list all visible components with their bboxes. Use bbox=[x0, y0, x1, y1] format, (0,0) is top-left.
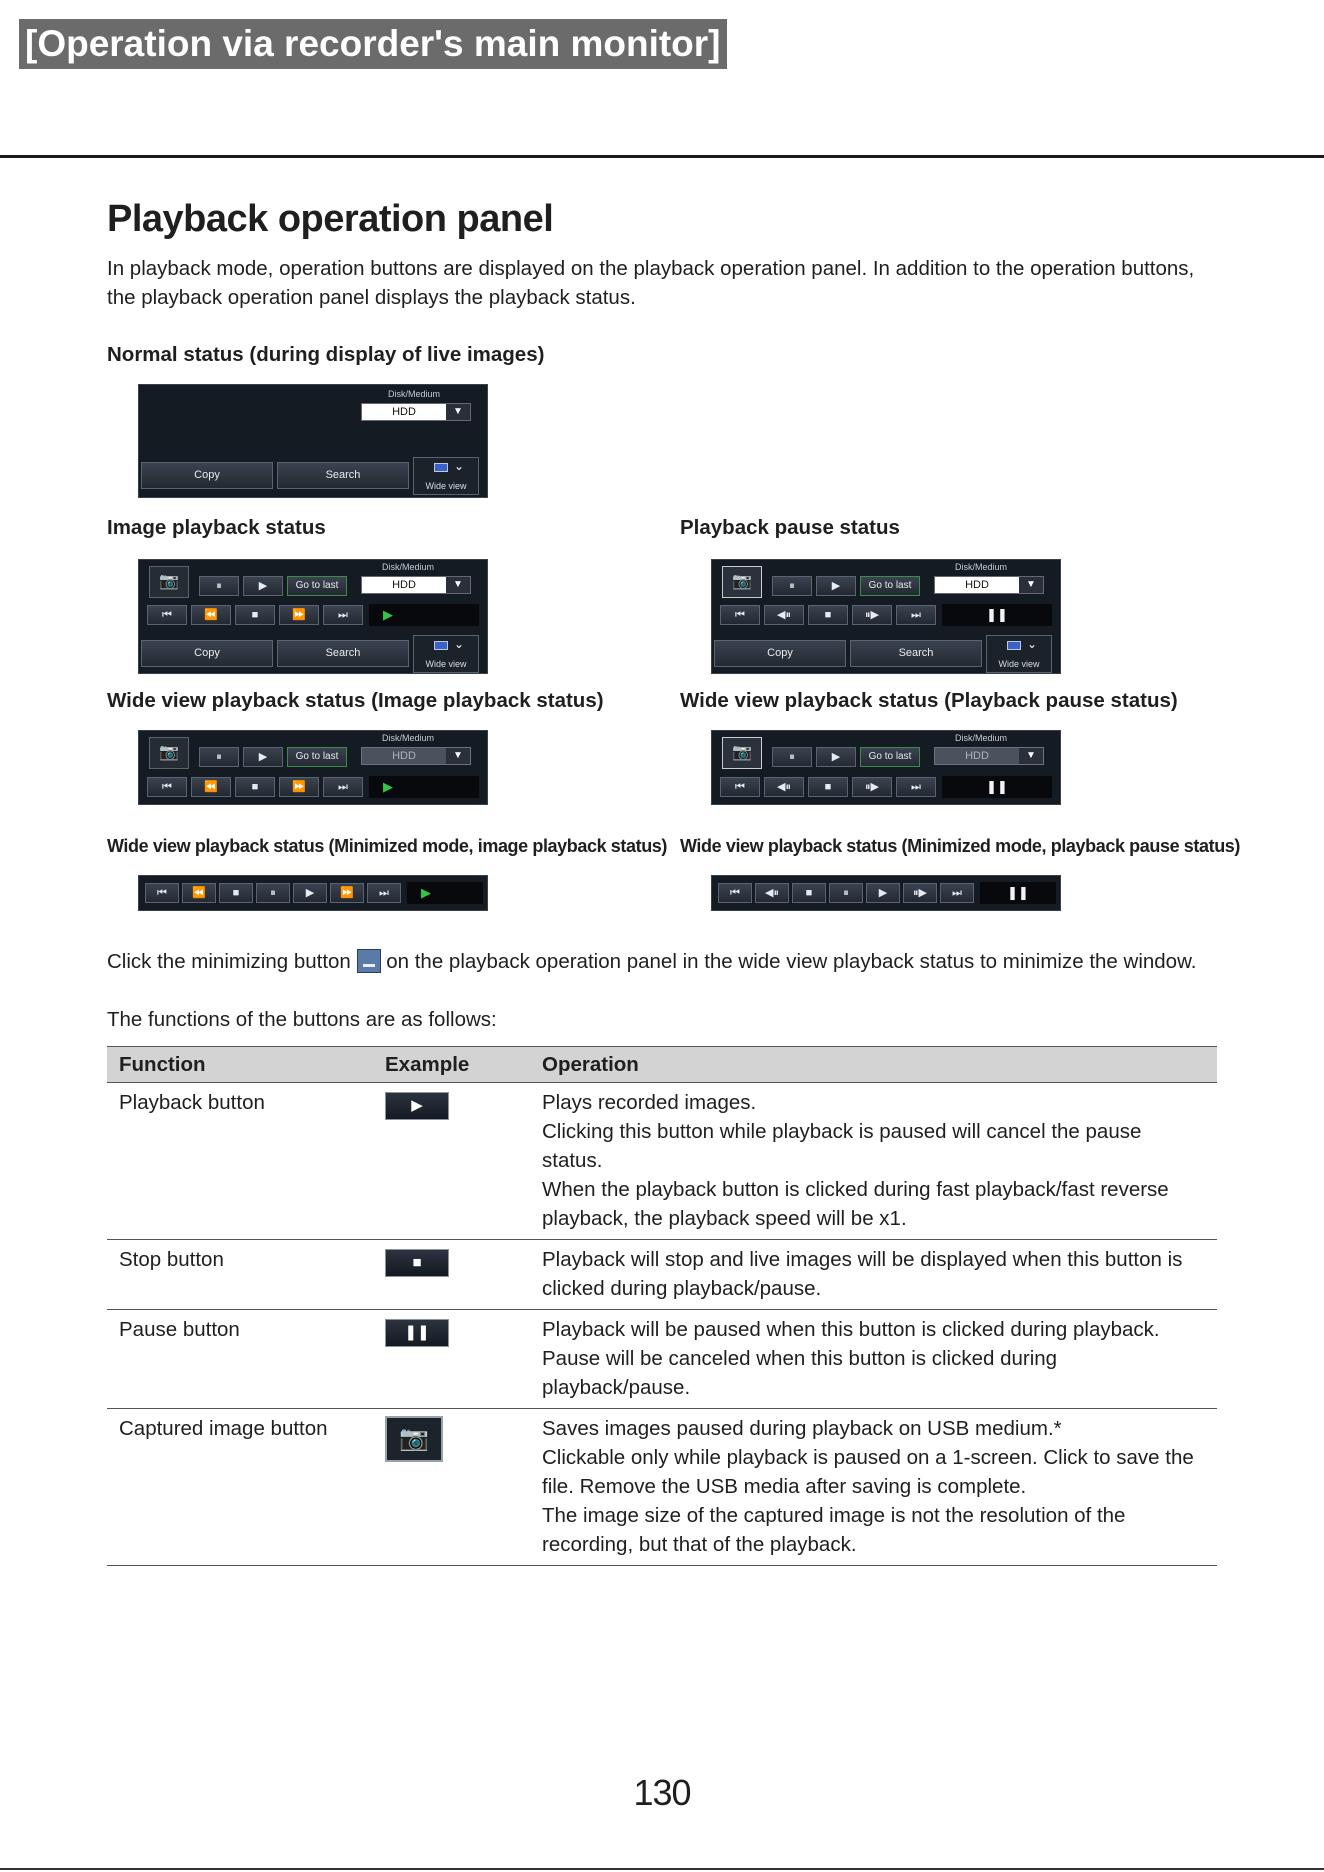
pause-status-indicator: ❚❚ bbox=[942, 776, 1052, 798]
go-to-last-button[interactable]: Go to last bbox=[287, 747, 347, 767]
skip-forward-button[interactable]: ⏭ bbox=[896, 777, 936, 797]
minimize-text-after: on the playback operation panel in the wide view playback status to minimize the window. bbox=[386, 950, 1197, 973]
table-row bbox=[107, 1240, 1217, 1310]
camera-icon[interactable]: 📷 bbox=[149, 566, 189, 598]
disk-medium-select[interactable] bbox=[934, 576, 1044, 594]
wide-view-button[interactable] bbox=[413, 635, 479, 673]
frame-back-button[interactable]: ◀⏸ bbox=[764, 605, 804, 625]
wide-image-panel bbox=[138, 730, 488, 805]
fast-forward-button[interactable]: ⏩ bbox=[279, 605, 319, 625]
stop-button[interactable]: ■ bbox=[792, 883, 826, 903]
example-cell bbox=[373, 1240, 530, 1310]
minimized-image-panel bbox=[138, 875, 488, 911]
dropdown-arrow-icon: ▼ bbox=[446, 404, 470, 420]
skip-back-button[interactable]: ⏮ bbox=[718, 883, 752, 903]
pause-icon: ❚❚ bbox=[385, 1319, 449, 1347]
function-cell: Pause button bbox=[107, 1310, 373, 1409]
wide-view-button[interactable] bbox=[413, 457, 479, 495]
play-button[interactable]: ▶ bbox=[243, 747, 283, 767]
play-button[interactable]: ▶ bbox=[816, 747, 856, 767]
skip-forward-button[interactable]: ⏭ bbox=[940, 883, 974, 903]
playback-status-indicator: ▶ bbox=[369, 776, 479, 798]
disk-medium-value: HDD bbox=[965, 579, 989, 591]
skip-forward-button[interactable]: ⏭ bbox=[367, 883, 401, 903]
play-icon: ▶ bbox=[385, 1092, 449, 1120]
wide-pause-status-label: Wide view playback status (Playback pause status) bbox=[680, 689, 1178, 712]
normal-status-label: Normal status (during display of live images) bbox=[107, 343, 545, 366]
copy-button[interactable]: Copy bbox=[141, 640, 273, 667]
chevron-down-icon: ⌄ bbox=[454, 637, 465, 651]
stop-icon: ■ bbox=[385, 1249, 449, 1277]
rewind-button[interactable]: ⏪ bbox=[182, 883, 216, 903]
disk-medium-label: Disk/Medium bbox=[954, 733, 1007, 743]
camera-icon: 📷 bbox=[385, 1416, 443, 1462]
header-divider bbox=[0, 155, 1324, 158]
play-button[interactable]: ▶ bbox=[816, 576, 856, 596]
pause-button[interactable]: ⏸ bbox=[772, 576, 812, 596]
skip-forward-button[interactable]: ⏭ bbox=[323, 605, 363, 625]
example-cell bbox=[373, 1409, 530, 1566]
pause-button[interactable]: ⏸ bbox=[199, 576, 239, 596]
disk-medium-label: Disk/Medium bbox=[387, 389, 440, 399]
function-cell: Captured image button bbox=[107, 1409, 373, 1566]
pause-button[interactable]: ⏸ bbox=[199, 747, 239, 767]
pause-status-indicator: ❚❚ bbox=[980, 882, 1056, 904]
dropdown-arrow-icon: ▼ bbox=[1019, 748, 1043, 764]
footer-divider bbox=[0, 1868, 1324, 1870]
playback-status-indicator: ▶ bbox=[369, 604, 479, 626]
dropdown-arrow-icon: ▼ bbox=[1019, 577, 1043, 593]
minimize-instruction bbox=[107, 947, 1227, 976]
frame-forward-button[interactable]: ⏸▶ bbox=[852, 605, 892, 625]
skip-forward-button[interactable]: ⏭ bbox=[323, 777, 363, 797]
disk-medium-label: Disk/Medium bbox=[381, 562, 434, 572]
go-to-last-button[interactable]: Go to last bbox=[860, 576, 920, 596]
playback-status-indicator: ▶ bbox=[407, 882, 483, 904]
intro-paragraph: In playback mode, operation buttons are displayed on the playback operation panel. In addition to the operation buttons, the playback operation panel displays the playback status. bbox=[107, 257, 1195, 309]
min-image-status-label: Wide view playback status (Minimized mode, image playback status) bbox=[107, 836, 668, 856]
play-button[interactable]: ▶ bbox=[866, 883, 900, 903]
table-row bbox=[107, 1083, 1217, 1240]
disk-medium-select[interactable] bbox=[361, 576, 471, 594]
skip-back-button[interactable]: ⏮ bbox=[145, 883, 179, 903]
play-button[interactable]: ▶ bbox=[293, 883, 327, 903]
image-playback-status-label: Image playback status bbox=[107, 516, 326, 539]
copy-button[interactable]: Copy bbox=[714, 640, 846, 667]
pause-button[interactable]: ⏸ bbox=[772, 747, 812, 767]
fast-forward-button[interactable]: ⏩ bbox=[330, 883, 364, 903]
wide-image-status-label: Wide view playback status (Image playback status) bbox=[107, 689, 604, 712]
frame-back-button[interactable]: ◀⏸ bbox=[764, 777, 804, 797]
wide-view-label: Wide view bbox=[425, 481, 467, 491]
page-title: Playback operation panel bbox=[107, 198, 554, 240]
image-playback-panel bbox=[138, 559, 488, 674]
normal-status-panel bbox=[138, 384, 488, 498]
table-header-row bbox=[107, 1047, 1217, 1083]
operation-cell bbox=[530, 1083, 1217, 1240]
function-cell: Playback button bbox=[107, 1083, 373, 1240]
section-banner: [Operation via recorder's main monitor] bbox=[19, 19, 727, 69]
skip-back-button[interactable]: ⏮ bbox=[147, 777, 187, 797]
skip-back-button[interactable]: ⏮ bbox=[720, 605, 760, 625]
operation-line: Plays recorded images. bbox=[542, 1091, 757, 1114]
pause-button[interactable]: ⏸ bbox=[256, 883, 290, 903]
search-button[interactable]: Search bbox=[277, 462, 409, 489]
rewind-button[interactable]: ⏪ bbox=[191, 605, 231, 625]
wide-view-icon bbox=[434, 641, 448, 650]
column-header-operation: Operation bbox=[530, 1047, 1217, 1083]
example-cell bbox=[373, 1310, 530, 1409]
function-cell: Stop button bbox=[107, 1240, 373, 1310]
column-header-example: Example bbox=[373, 1047, 530, 1083]
operation-line: Clickable only while playback is paused on a 1-screen. Click to save the file. Remove the USB media after saving is complete. bbox=[542, 1446, 1194, 1498]
frame-back-button[interactable]: ◀⏸ bbox=[755, 883, 789, 903]
wide-view-icon bbox=[1007, 641, 1021, 650]
camera-icon[interactable]: 📷 bbox=[722, 737, 762, 769]
go-to-last-button[interactable]: Go to last bbox=[287, 576, 347, 596]
disk-medium-value: HDD bbox=[965, 750, 989, 762]
stop-button[interactable]: ■ bbox=[235, 777, 275, 797]
wide-view-icon bbox=[434, 463, 448, 472]
rewind-button[interactable]: ⏪ bbox=[191, 777, 231, 797]
dropdown-arrow-icon: ▼ bbox=[446, 748, 470, 764]
pause-button[interactable]: ⏸ bbox=[829, 883, 863, 903]
pause-status-indicator: ❚❚ bbox=[942, 604, 1052, 626]
minimize-text-before: Click the minimizing button bbox=[107, 950, 351, 973]
functions-intro: The functions of the buttons are as follows: bbox=[107, 1008, 497, 1031]
fast-forward-button[interactable]: ⏩ bbox=[279, 777, 319, 797]
chevron-down-icon: ⌄ bbox=[454, 459, 465, 473]
operation-cell bbox=[530, 1310, 1217, 1409]
example-cell bbox=[373, 1083, 530, 1240]
disk-medium-value: HDD bbox=[392, 406, 416, 418]
stop-button[interactable]: ■ bbox=[808, 777, 848, 797]
wide-pause-panel bbox=[711, 730, 1061, 805]
minimize-button-icon bbox=[357, 949, 381, 973]
operation-line: Playback will be paused when this button is clicked during playback. bbox=[542, 1318, 1160, 1341]
functions-table bbox=[107, 1046, 1217, 1566]
operation-line: The image size of the captured image is not the resolution of the recording, but that of the playback. bbox=[542, 1504, 1126, 1556]
search-button[interactable]: Search bbox=[850, 640, 982, 667]
copy-button[interactable]: Copy bbox=[141, 462, 273, 489]
disk-medium-label: Disk/Medium bbox=[954, 562, 1007, 572]
wide-view-label: Wide view bbox=[425, 659, 467, 669]
table-row bbox=[107, 1310, 1217, 1409]
frame-forward-button[interactable]: ⏸▶ bbox=[903, 883, 937, 903]
column-header-function: Function bbox=[107, 1047, 373, 1083]
operation-line: Pause will be canceled when this button is clicked during playback/pause. bbox=[542, 1347, 1058, 1399]
camera-icon[interactable]: 📷 bbox=[149, 737, 189, 769]
stop-button[interactable]: ■ bbox=[235, 605, 275, 625]
wide-view-label: Wide view bbox=[998, 659, 1040, 669]
disk-medium-select bbox=[934, 747, 1044, 765]
table-row bbox=[107, 1409, 1217, 1566]
operation-line: When the playback button is clicked during fast playback/fast reverse playback, the playback speed will be x1. bbox=[542, 1178, 1169, 1230]
play-button[interactable]: ▶ bbox=[243, 576, 283, 596]
wide-view-button[interactable] bbox=[986, 635, 1052, 673]
disk-medium-value: HDD bbox=[392, 579, 416, 591]
operation-cell bbox=[530, 1409, 1217, 1566]
operation-line: Playback will stop and live images will be displayed when this button is clicked during playback/pause. bbox=[542, 1248, 1183, 1300]
operation-line: Saves images paused during playback on USB medium.* bbox=[542, 1417, 1062, 1440]
skip-forward-button[interactable]: ⏭ bbox=[896, 605, 936, 625]
stop-button[interactable]: ■ bbox=[808, 605, 848, 625]
stop-button[interactable]: ■ bbox=[219, 883, 253, 903]
pause-status-panel bbox=[711, 559, 1061, 674]
disk-medium-value: HDD bbox=[392, 750, 416, 762]
pause-status-label: Playback pause status bbox=[680, 516, 900, 539]
skip-back-button[interactable]: ⏮ bbox=[720, 777, 760, 797]
dropdown-arrow-icon: ▼ bbox=[446, 577, 470, 593]
minimized-pause-panel bbox=[711, 875, 1061, 911]
chevron-down-icon: ⌄ bbox=[1027, 637, 1038, 651]
min-pause-status-label: Wide view playback status (Minimized mode, playback pause status) bbox=[680, 836, 1241, 856]
page-number: 130 bbox=[633, 1772, 691, 1813]
disk-medium-label: Disk/Medium bbox=[381, 733, 434, 743]
disk-medium-select bbox=[361, 747, 471, 765]
camera-icon[interactable]: 📷 bbox=[722, 566, 762, 598]
disk-medium-select[interactable] bbox=[361, 403, 471, 421]
operation-line: Clicking this button while playback is paused will cancel the pause status. bbox=[542, 1120, 1142, 1172]
frame-forward-button[interactable]: ⏸▶ bbox=[852, 777, 892, 797]
search-button[interactable]: Search bbox=[277, 640, 409, 667]
operation-cell bbox=[530, 1240, 1217, 1310]
skip-back-button[interactable]: ⏮ bbox=[147, 605, 187, 625]
go-to-last-button[interactable]: Go to last bbox=[860, 747, 920, 767]
